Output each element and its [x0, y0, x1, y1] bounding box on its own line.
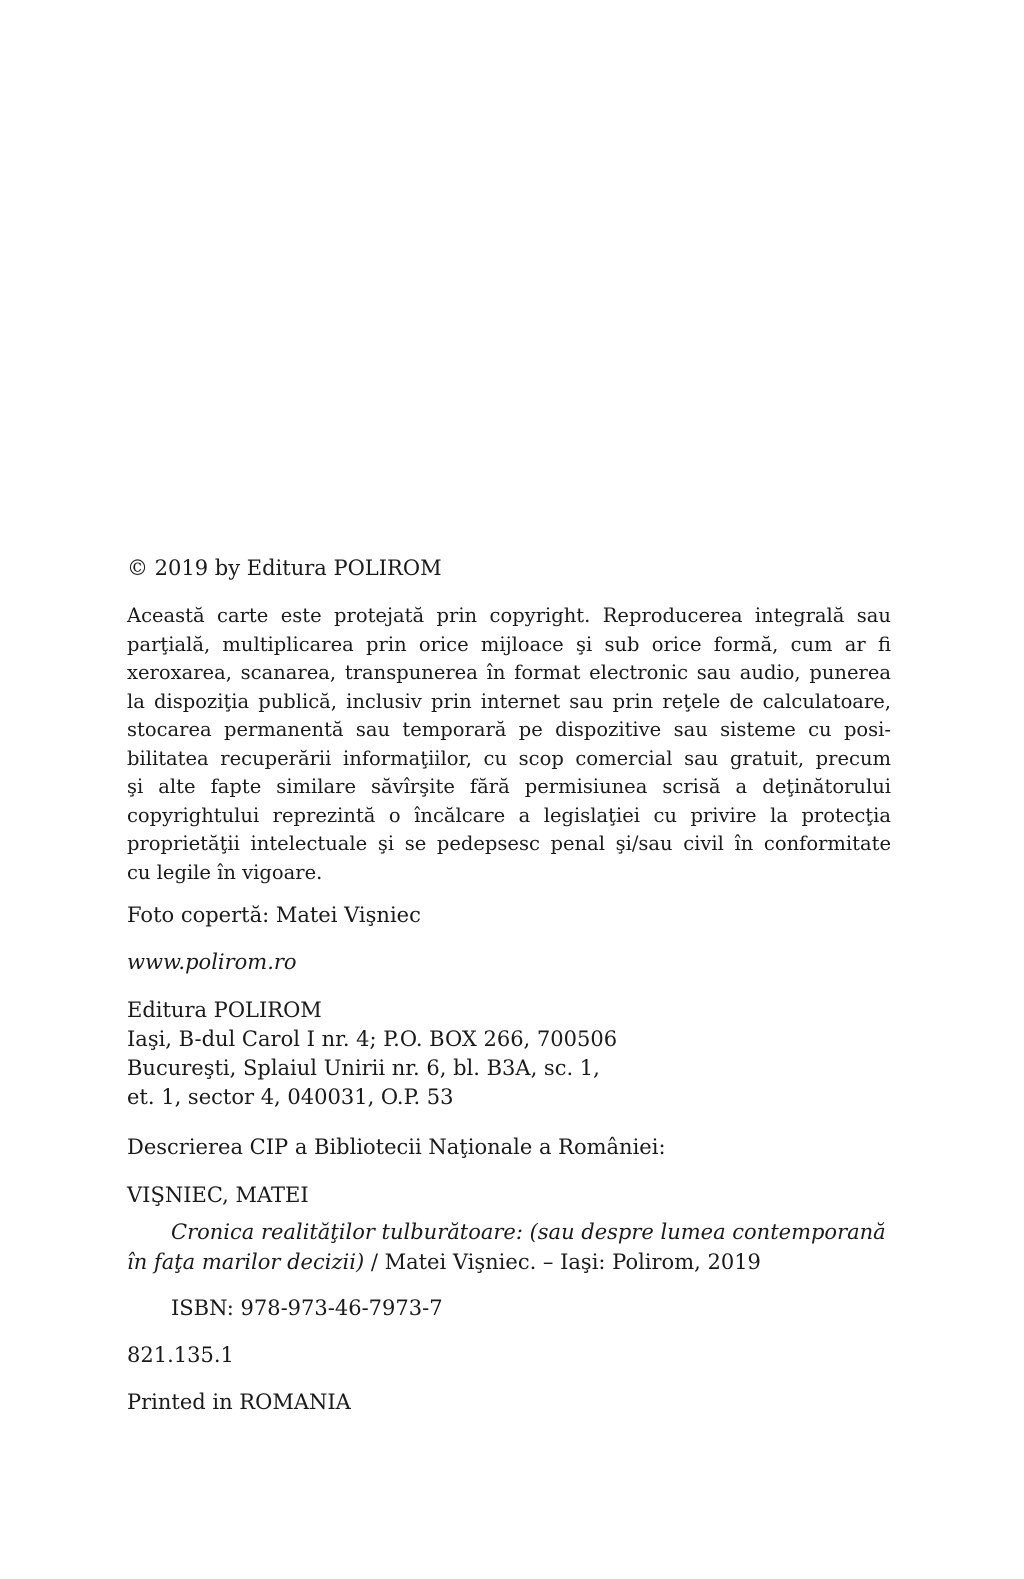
copyright-notice — [127, 602, 891, 887]
cip-book-title — [127, 1217, 891, 1277]
notice-line: Această carte este protejată prin copyright. Reproducerea integrală sau — [127, 604, 891, 627]
classification-code: 821.135.1 — [127, 1343, 234, 1367]
notice-line: copyrightului reprezintă o încălcare a legislaţiei cu privire la protecţia — [127, 803, 891, 827]
notice-line: la dispoziţia publică, inclusiv prin internet sau prin reţele de calculatoare, — [127, 689, 891, 713]
notice-line: stocarea permanentă sau temporară pe dispozitive sau sisteme cu posi- — [127, 718, 891, 741]
isbn: ISBN: 978-973-46-7973-7 — [171, 1296, 443, 1320]
notice-line: parţială, multiplicarea prin orice mijloace şi sub orice formă, cum ar fi — [127, 632, 891, 656]
notice-line: bilitatea recuperării informaţiilor, cu scop comercial sau gratuit, precum — [127, 746, 891, 770]
notice-line: cu legile în vigoare. — [127, 860, 323, 884]
notice-line: xeroxarea, scanarea, transpunerea în format electronic sau audio, punerea — [127, 661, 891, 684]
book-subtitle: în faţa marilor decizii) — [127, 1250, 365, 1274]
book-imprint: / Matei Vişniec. – Iaşi: Polirom, 2019 — [364, 1250, 761, 1274]
cip-author: VIŞNIEC, MATEI — [127, 1183, 309, 1207]
publisher-website: www.polirom.ro — [127, 950, 297, 974]
cover-photo-credit: Foto copertă: Matei Vişniec — [127, 903, 421, 927]
notice-line: şi alte fapte similare săvîrşite fără permisiunea scrisă a deţinătorului — [127, 775, 891, 798]
book-title-line2 — [127, 1247, 891, 1277]
publisher-name: Editura POLIROM — [127, 998, 322, 1022]
cip-heading: Descrierea CIP a Bibliotecii Naţionale a României: — [127, 1135, 666, 1159]
publisher-address — [127, 996, 891, 1112]
book-title-line1: Cronica realităţilor tulburătoare: (sau despre lumea contemporană — [171, 1220, 886, 1244]
copyright-line: © 2019 by Editura POLIROM — [127, 556, 442, 580]
address-line: et. 1, sector 4, 040031, O.P. 53 — [127, 1085, 454, 1109]
printed-in: Printed in ROMANIA — [127, 1390, 351, 1414]
address-line: Bucureşti, Splaiul Unirii nr. 6, bl. B3A, sc. 1, — [127, 1056, 600, 1080]
address-line: Iaşi, B-dul Carol I nr. 4; P.O. BOX 266, 700506 — [127, 1027, 618, 1051]
notice-line: proprietăţii intelectuale şi se pedepsesc penal şi/sau civil în conformitate — [127, 832, 891, 855]
